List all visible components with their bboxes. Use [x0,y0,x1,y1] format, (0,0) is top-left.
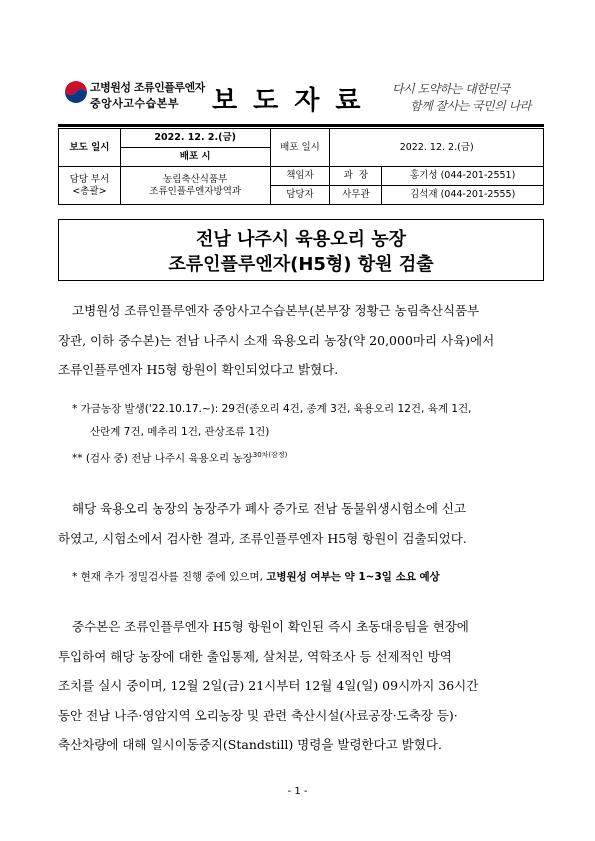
press-release-title: 보도자료 [212,86,377,116]
dept-line1: 농림축산식품부 [163,173,228,185]
page-number: - 1 - [287,786,308,797]
contact-name: 김석재 (044-201-2555) [382,186,544,205]
dept-sub: <총괄> [72,185,107,197]
paragraph-line: 투입하여 해당 농장에 대한 출입통제, 살처분, 역학조사 등 선제적인 방역 [58,648,452,664]
paragraph-line: 조류인플루엔자 H5형 항원이 확인되었다고 밝혔다. [58,362,339,377]
dept-cell [120,167,270,205]
paragraph-2 [58,494,544,553]
note2-sup: 30차(잠정) [252,451,288,459]
header-divider [58,124,544,127]
release-label: 보도 일시 [59,129,121,167]
contact-title: 사무관 [330,186,382,205]
release-time: 배포 시 [120,148,270,167]
government-emblem-icon [64,80,88,104]
paragraph-3 [58,612,544,760]
responsible-label: 책임자 [270,167,330,186]
paragraph-line: 조치를 실시 중이며, 12월 2일(금) 21시부터 12월 4일(일) 09시까지 36시간 [58,678,479,693]
dept-label: 담당 부서 [69,173,110,185]
paragraph-line: 장관, 이하 중수본)는 전남 나주시 소재 육용오리 농장(약 20,000마리 사육)에서 [58,332,495,348]
note-line [72,444,542,471]
note-block-2 [72,566,542,589]
responsible-name: 홍기성 (044-201-2551) [382,167,544,186]
responsible-title: 과 장 [330,167,382,186]
org-name-line1: 고병원성 조류인플루엔자 [90,81,205,94]
note-block-1 [72,398,542,471]
paragraph-1 [58,296,544,385]
note-line [72,566,542,589]
note2-text: ** (검사 중) 전남 나주시 육용오리 농장 [72,452,253,465]
headline-line2: 조류인플루엔자(H5형) 항원 검출 [168,254,434,275]
note3-bold: 고병원성 여부는 약 1~3일 소요 예상 [266,571,440,583]
slogan-line1: 다시 도약하는 대한민국 [392,82,510,96]
note-line: 산란계 7건, 메추리 1건, 관상조류 1건) [90,426,270,438]
contact-label: 담당자 [270,186,330,205]
dept-line2: 조류인플루엔자방역과 [149,185,242,197]
slogan-line2: 함께 잘사는 국민의 나라 [410,99,531,113]
distribution-date: 2022. 12. 2.(금) [330,129,544,167]
headline-line1: 전남 나주시 육용오리 농장 [195,229,407,250]
org-name-line2: 중앙사고수습본부 [90,97,180,110]
release-date: 2022. 12. 2.(금) [120,129,270,148]
paragraph-line: 고병원성 조류인플루엔자 중앙사고수습본부(본부장 정황근 농림축산식품부 [72,303,480,318]
paragraph-line: 동안 전남 나주·영암지역 오리농장 및 관련 축산시설(사료공장·도축장 등)· [58,707,458,723]
paragraph-line: 축산차량에 대해 일시이동중지(Standstill) 명령을 발령한다고 밝혔다. [58,737,442,752]
paragraph-line: 하였고, 시험소에서 검사한 결과, 조류인플루엔자 H5형 항원이 검출되었다. [58,530,467,546]
release-info-table [58,128,544,205]
paragraph-line: 해당 육용오리 농장의 농장주가 폐사 증가로 전남 동물위생시험소에 신고 [72,501,467,516]
dept-label-cell [59,167,121,205]
note3-text: * 현재 추가 정밀검사를 진행 중에 있으며, [72,571,267,583]
paragraph-line: 중수본은 조류인플루엔자 H5형 항원이 확인된 즉시 초동대응팀을 현장에 [72,619,469,634]
note-line: * 가금농장 발생('22.10.17.~): 29건(종오리 4건, 종계 3건, 육용오리 12건, 육계 1건, [72,403,472,415]
distribution-label: 배포 일시 [270,129,330,167]
